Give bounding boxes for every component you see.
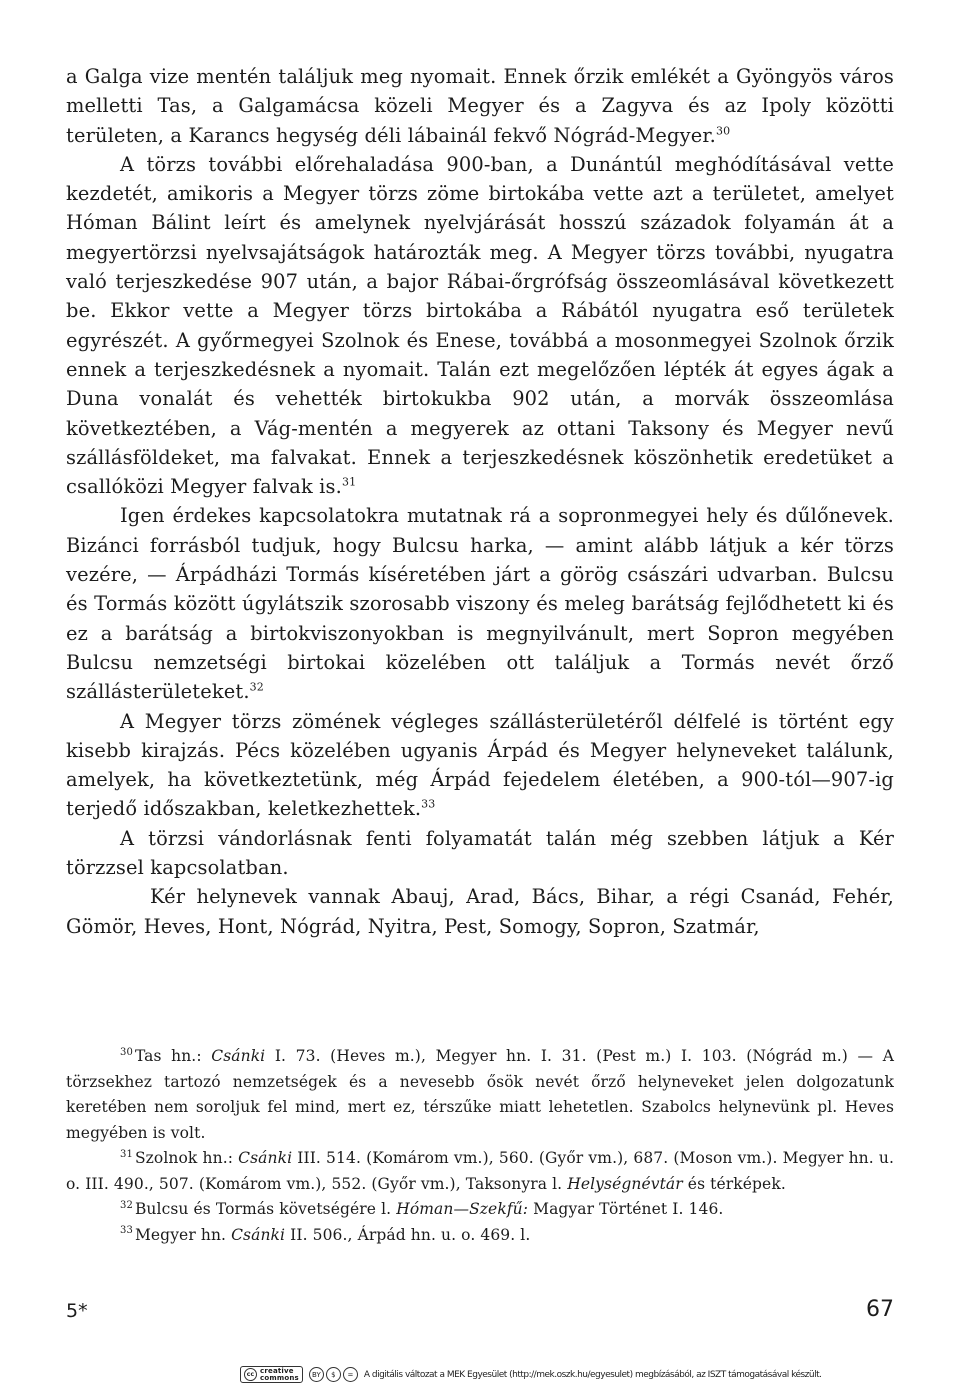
footnote-ref-31: 31 [341,475,357,489]
paragraph-3-text: Igen érdekes kapcsolatokra mutatnak rá a sopronmegyei hely és dűlőnevek. Bizánci forrásból tudjuk, hogy Bulcsu harka, — amint alább látjuk a kér törzs vezére, — Árpádházi Tormás kíséretében járt a görög császári udvarban. Bulcsu és Tormás között úgylátszik szorosabb viszony és meleg barátság fejlődhetett ki és ez a barátság a birtokviszonyokban is megnyilvánult, mert Sopron megyében Bulcsu nemzetségi birtokai közelében ott találjuk a Tormás nevét őrző szállásterületeket. [66,504,894,704]
paragraph-3 [66,501,894,706]
footnote-31 [66,1146,894,1197]
paragraph-6: Kér helynevek vannak Abauj, Arad, Bács, Bihar, a régi Csanád, Fehér, Gömör, Heves, Hont, Nógrád, Nyitra, Pest, Somogy, Sopron, Szatmár, [66,885,894,938]
footnote-number: 33 [120,1225,133,1237]
license-bar [240,1366,822,1383]
footnote-text: II. 506., Árpád hn. u. o. 469. l. [285,1225,531,1244]
footnote-text: Tas hn.: [134,1047,212,1065]
cc-wordmark-bottom: commons [260,1373,299,1382]
creative-commons-logo[interactable] [240,1366,303,1383]
footnote-ref-32: 32 [249,680,264,694]
footnote-source-italic: Csánki [211,1047,266,1065]
paragraph-5: A törzsi vándorlásnak fenti folyamatát talán még szebben látjuk a Kér törzzsel kapcsolatban. [66,826,894,880]
footnote-number: 31 [120,1148,133,1160]
footnote-text: III. 514. (Komárom vm.), 560. (Győr vm.), 687. (Moson vm.). Megyer hn. u. o. III. 490., 507. (Komárom vm.), 552. (Győr vm.), Taksonyra l. [66,1149,894,1193]
footnote-30 [66,1044,894,1146]
footnote-text: I. 73. (Heves m.), Megyer hn. I. 31. (Pest m.) I. 103. (Nógrád m.) — A törzsekhez tartozó nemzetségek és a nevesebb ősök nevét őrző helyneveket jelen dolgozatunk keretében nem soroljuk fel mind, mert ez, térszűke miatt lehetetlen. Szabolcs helynevünk pl. Heves megyében is volt. [66,1047,895,1142]
footnote-source-italic: Csánki [238,1149,293,1167]
signature-mark: 5* [66,1300,88,1322]
paragraph-1 [66,62,894,150]
cc-icon: cc [244,1368,257,1381]
cc-wordmark [260,1368,299,1382]
footnote-ref-30: 30 [715,124,731,138]
body-text [66,62,894,941]
page-number: 67 [866,1297,894,1322]
footnote-source-italic: Hóman—Szekfű: [396,1200,529,1218]
footnote-32 [66,1197,894,1223]
footnotes [66,1044,894,1248]
footnote-text: Bulcsu és Tormás követségére l. [134,1200,397,1218]
footnote-text: Megyer hn. [134,1225,232,1244]
paragraph-2-text: A törzs további előrehaladása 900-ban, a Dunántúl meghódításával vette kezdetét, amikoris a Megyer törzs zöme birtokába vette azt a területet, amelyet Hóman Bálint leírt és amelynek nyelvjárását hosszú századok folyamán át a megyertörzsi nyelvsajátságok határozták meg. A Megyer törzs további, nyugatra való terjeszkedése 907 után, a bajor Rábai-őrgrófság összeomlásával következett be. Ekkor vette a Megyer törzs birtokába a Rábától nyugatra eső területek egyrészét. A győrmegyei Szolnok és Enese, továbbá a mosonmegyei Szolnok őrzik ennek a terjeszkedésnek a nyomait. Talán ezt megelőzően lépték át egyes ágak a Duna vonalát és vehették birtokukba 902 után, a morvák összeomlása következtében, a Vág-mentén a megyerek az ottani Taksony és Megyer nevű szállásföldeket, ma falvakat. Ennek a terjeszkedésnek köszönhetik eredetüket a csallóközi Megyer falvak is. [66,152,894,499]
paragraph-4 [66,707,894,824]
paragraph-4-text: A Megyer törzs zömének végleges szállásterületéről délfelé is történt egy kisebb kirajzás. Pécs közelében ugyanis Árpád és Megyer helyneveket találunk, amelyek, ha következtetünk, még Árpád fejedelem életében, a 900-tól—907-ig terjedő időszakban, keletkezhettek. [66,709,894,821]
noncommercial-icon: $ [326,1367,341,1382]
footnote-number: 32 [120,1199,133,1211]
footnote-text: Magyar Történet I. 146. [528,1200,724,1218]
footnote-33 [66,1223,894,1249]
paragraph-2 [66,150,894,502]
cc-wordmark-top: creative [260,1366,294,1375]
footnote-text: és térképek. [682,1174,786,1193]
footnote-source-italic: Helységnévtár [567,1174,683,1193]
license-text: A digitális változat a MEK Egyesület (http://mek.oszk.hu/egyesulet) megbízásából, az ISZT támogatásával készült. [363,1369,822,1380]
paragraph-1-text: a Galga vize mentén találjuk meg nyomait. Ennek őrzik emlékét a Gyöngyös város melletti Tas, a Galgamácsa közeli Megyer és a Zagyva és az Ipoly közötti területen, a Karancs hegység déli lábainál fekvő Nógrád-Megyer. [66,65,894,147]
footnote-text: Szolnok hn.: [134,1149,239,1167]
footnote-source-italic: Csánki [231,1225,286,1244]
license-badges [309,1367,358,1382]
footnote-number: 30 [120,1046,133,1058]
attribution-icon: BY [309,1367,324,1382]
noderivatives-icon: = [343,1367,358,1382]
footnote-ref-33: 33 [421,797,436,811]
